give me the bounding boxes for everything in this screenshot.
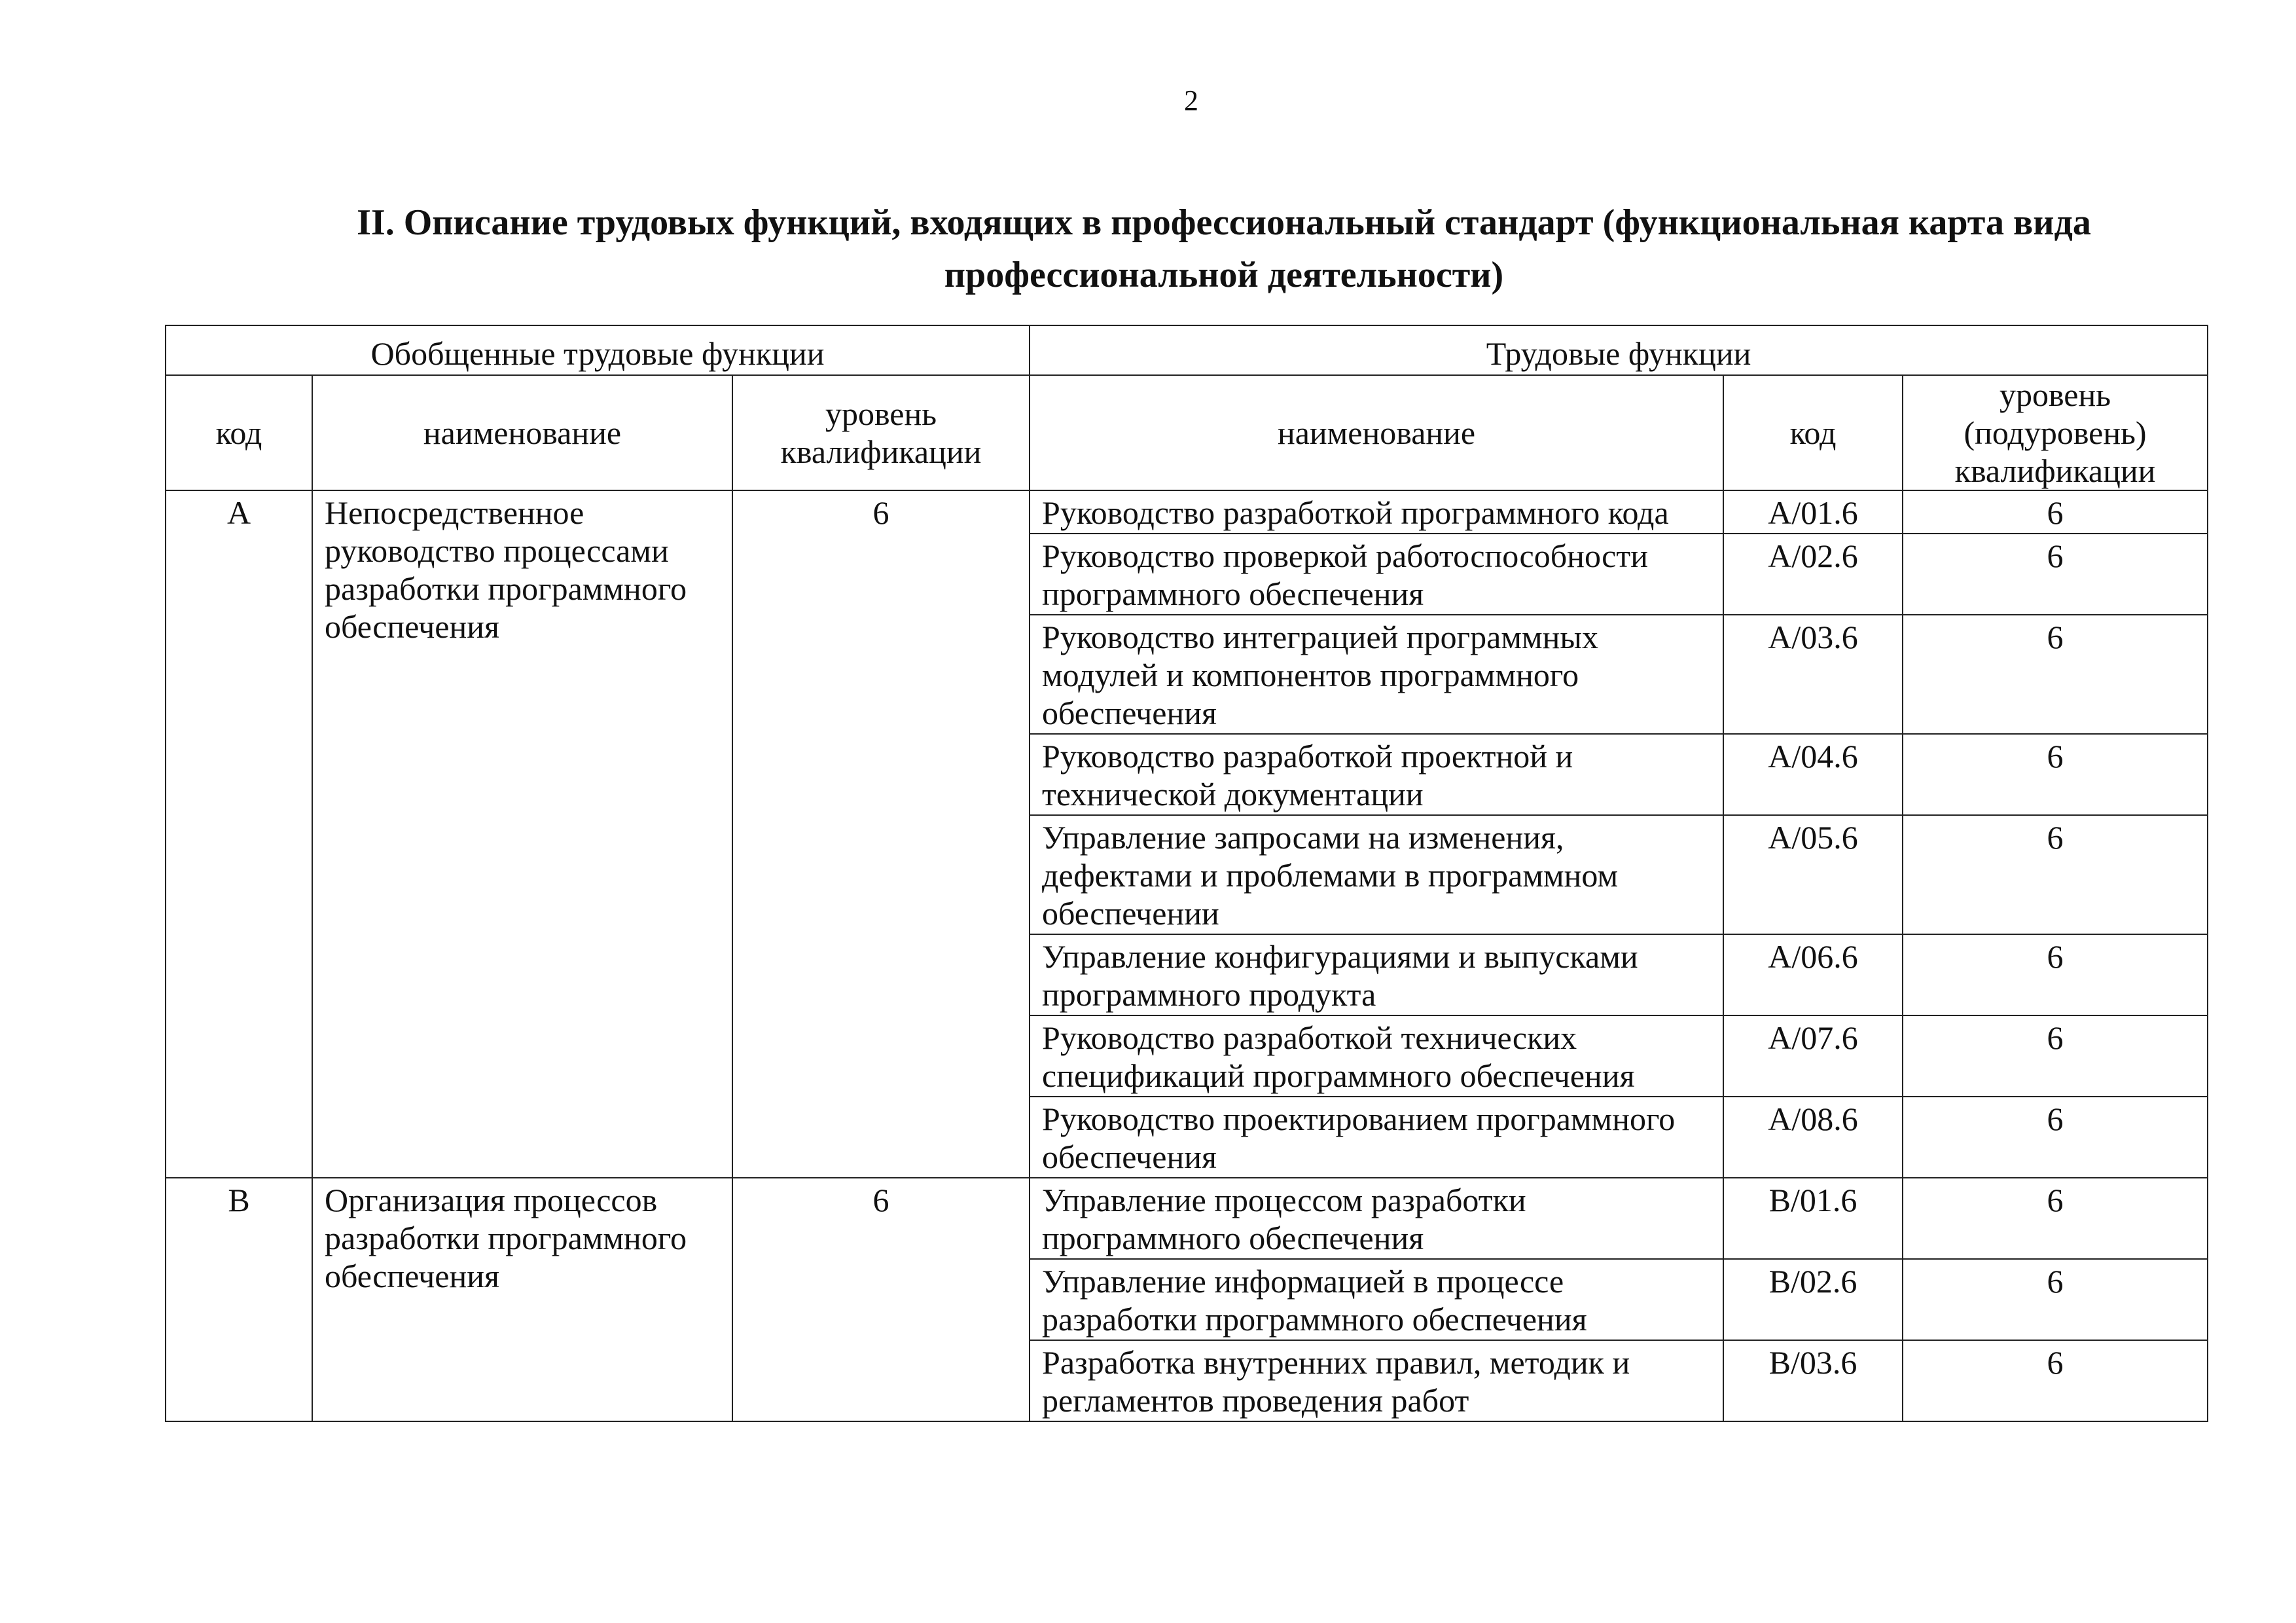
func-name-cell: Руководство проектированием программного обеспечения (1030, 1097, 1723, 1178)
func-code-cell: B/03.6 (1723, 1340, 1903, 1421)
header-generalized-functions: Обобщенные трудовые функции (166, 325, 1030, 375)
gen-code-cell: A (166, 490, 312, 1178)
gen-code-cell: B (166, 1178, 312, 1421)
func-code-cell: A/01.6 (1723, 490, 1903, 534)
header-labor-functions: Трудовые функции (1030, 325, 2208, 375)
func-code-cell: A/07.6 (1723, 1015, 1903, 1097)
section-title-line-2: профессиональной деятельности) (944, 255, 1504, 295)
func-name-cell: Руководство разработкой технических спецификаций программного обеспечения (1030, 1015, 1723, 1097)
func-name-cell: Руководство разработкой проектной и технической документации (1030, 734, 1723, 815)
page-number: 2 (1184, 84, 1198, 117)
func-name-cell: Управление процессом разработки программного обеспечения (1030, 1178, 1723, 1259)
func-name-cell: Управление информацией в процессе разработки программного обеспечения (1030, 1259, 1723, 1340)
func-code-cell: A/04.6 (1723, 734, 1903, 815)
func-code-cell: B/01.6 (1723, 1178, 1903, 1259)
header-func-level: уровень (подуровень) квалификации (1903, 375, 2208, 490)
table-row (166, 1178, 2208, 1259)
func-level-cell: 6 (1903, 815, 2208, 934)
section-title-line-1: II. Описание трудовых функций, входящих в профессиональный стандарт (функциональная карта вида (357, 202, 2091, 243)
header-func-code: код (1723, 375, 1903, 490)
header-gen-level: уровень квалификации (732, 375, 1030, 490)
func-level-cell: 6 (1903, 1259, 2208, 1340)
functional-map-table (165, 325, 2208, 1422)
func-name-cell: Разработка внутренних правил, методик и регламентов проведения работ (1030, 1340, 1723, 1421)
func-name-cell: Управление запросами на изменения, дефектами и проблемами в программном обеспечении (1030, 815, 1723, 934)
func-code-cell: A/06.6 (1723, 934, 1903, 1015)
gen-name-cell: Непосредственное руководство процессами разработки программного обеспечения (312, 490, 732, 1178)
func-name-cell: Руководство интеграцией программных модулей и компонентов программного обеспечения (1030, 615, 1723, 734)
func-level-cell: 6 (1903, 1178, 2208, 1259)
table-row (166, 490, 2208, 534)
func-level-cell: 6 (1903, 734, 2208, 815)
func-level-cell: 6 (1903, 1340, 2208, 1421)
header-gen-name: наименование (312, 375, 732, 490)
section-title (288, 196, 2160, 301)
func-name-cell: Управление конфигурациями и выпусками программного продукта (1030, 934, 1723, 1015)
func-level-cell: 6 (1903, 490, 2208, 534)
func-level-cell: 6 (1903, 615, 2208, 734)
gen-level-cell: 6 (732, 490, 1030, 1178)
gen-level-cell: 6 (732, 1178, 1030, 1421)
header-func-name: наименование (1030, 375, 1723, 490)
func-code-cell: B/02.6 (1723, 1259, 1903, 1340)
header-gen-code: код (166, 375, 312, 490)
func-code-cell: A/02.6 (1723, 534, 1903, 615)
gen-name-cell: Организация процессов разработки программного обеспечения (312, 1178, 732, 1421)
func-level-cell: 6 (1903, 934, 2208, 1015)
func-level-cell: 6 (1903, 1097, 2208, 1178)
func-name-cell: Руководство проверкой работоспособности программного обеспечения (1030, 534, 1723, 615)
func-code-cell: A/05.6 (1723, 815, 1903, 934)
func-name-cell: Руководство разработкой программного кода (1030, 490, 1723, 534)
func-code-cell: A/08.6 (1723, 1097, 1903, 1178)
func-code-cell: A/03.6 (1723, 615, 1903, 734)
func-level-cell: 6 (1903, 534, 2208, 615)
func-level-cell: 6 (1903, 1015, 2208, 1097)
